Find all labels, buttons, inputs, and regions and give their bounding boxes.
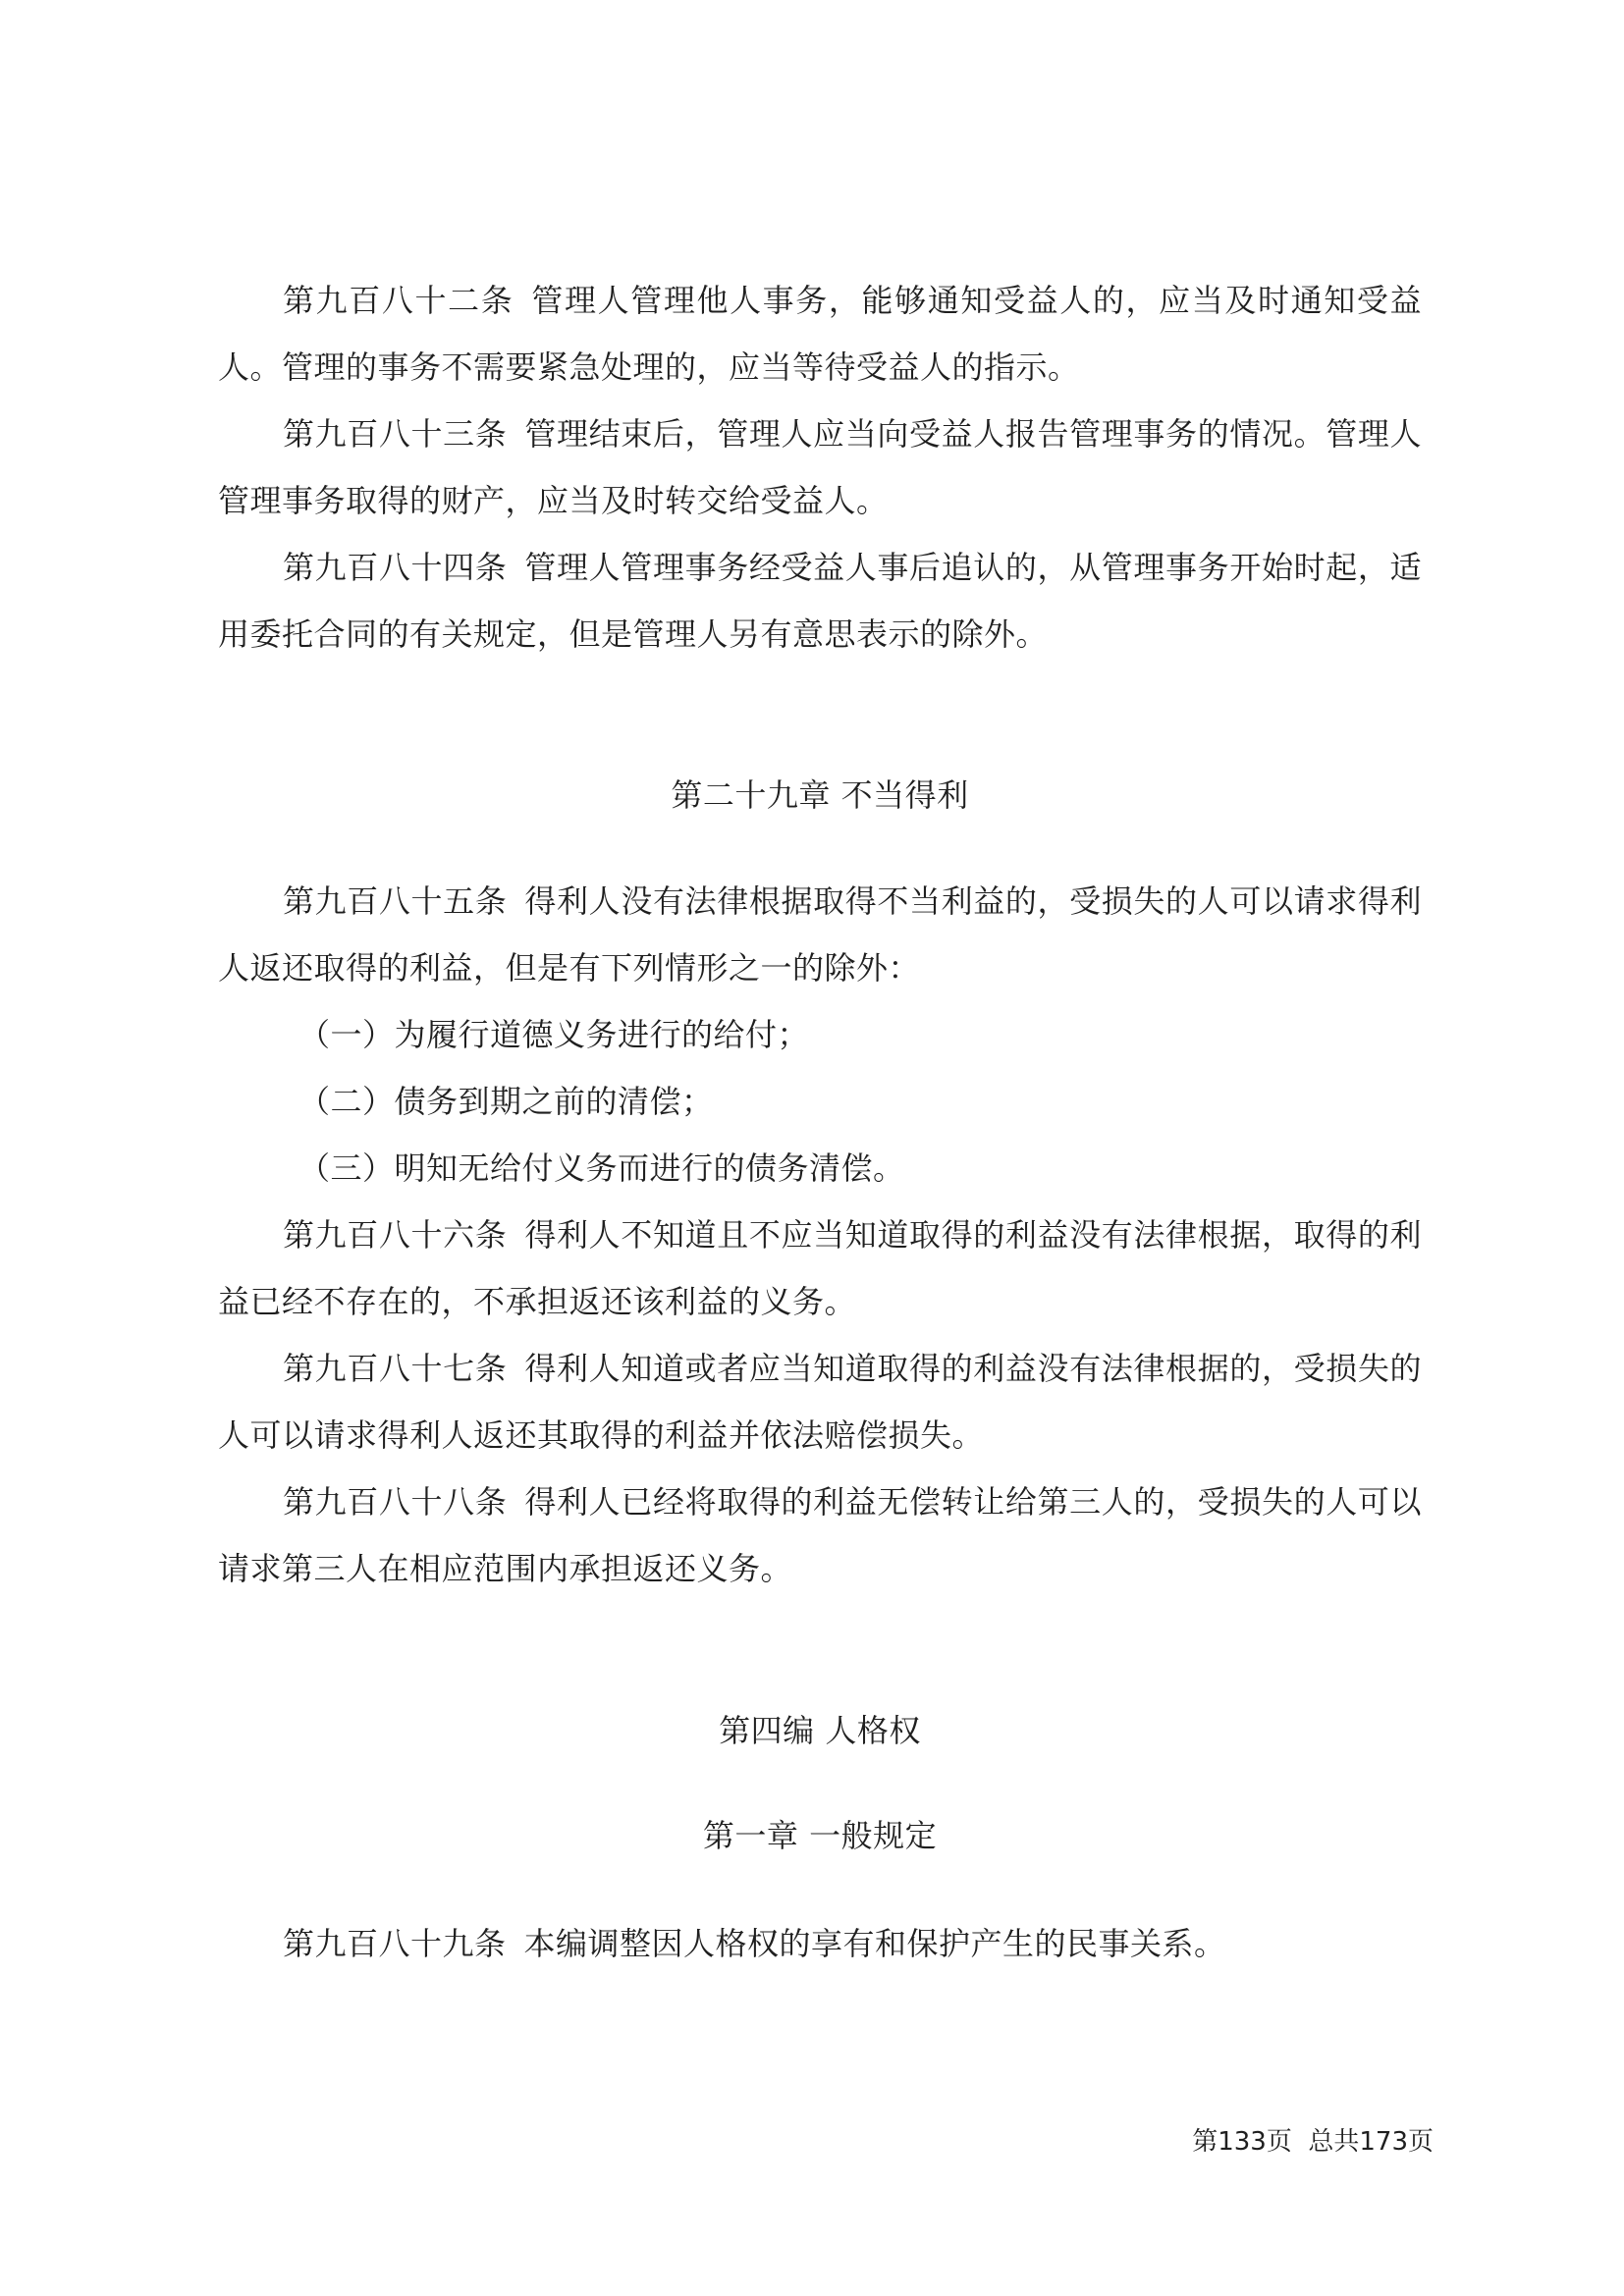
articles-982-984 xyxy=(218,267,1422,667)
article-text: 管理人管理他人事务，能够通知受益人的，应当及时通知受益人。管理的事务不需要紧急处理的，应当等待受益人的指示。 xyxy=(218,282,1422,386)
article-989-block xyxy=(218,1910,1422,1977)
chapter-heading: 第一章 一般规定 xyxy=(702,1817,938,1854)
article-number: 第九百八十七条 xyxy=(283,1350,508,1387)
article-number: 第九百八十九条 xyxy=(283,1925,507,1962)
article-text: 得利人没有法律根据取得不当利益的，受损失的人可以请求得利人返还取得的利益，但是有下列情形之一的除外： xyxy=(218,882,1422,987)
article-text: 得利人不知道且不应当知道取得的利益没有法律根据，取得的利益已经不存在的，不承担返还该利益的义务。 xyxy=(218,1216,1422,1320)
article-number: 第九百八十二条 xyxy=(283,282,514,319)
article-983 xyxy=(218,400,1422,534)
article-986 xyxy=(218,1201,1422,1335)
article-text: 本编调整因人格权的享有和保护产生的民事关系。 xyxy=(523,1925,1226,1962)
article-989 xyxy=(218,1910,1422,1977)
list-item: （二）债务到期之前的清偿； xyxy=(298,1083,714,1120)
part-heading: 第四编 人格权 xyxy=(719,1712,921,1749)
page-number: 第133页 总共173页 xyxy=(1192,2127,1434,2157)
list-item: （三）明知无给付义务而进行的债务清偿。 xyxy=(298,1149,905,1187)
article-text: 管理结束后，管理人应当向受益人报告管理事务的情况。管理人管理事务取得的财产，应当及时转交给受益人。 xyxy=(218,415,1422,519)
chapter-heading: 第二十九章 不当得利 xyxy=(671,776,969,814)
list-item: （一）为履行道德义务进行的给付； xyxy=(298,1016,810,1053)
article-text: 得利人知道或者应当知道取得的利益没有法律根据的，受损失的人可以请求得利人返还其取得的利益并依法赔偿损失。 xyxy=(218,1350,1422,1454)
article-number: 第九百八十五条 xyxy=(283,882,508,920)
article-984 xyxy=(218,534,1422,667)
article-987 xyxy=(218,1335,1422,1468)
article-982 xyxy=(218,267,1422,400)
article-text: 得利人已经将取得的利益无偿转让给第三人的，受损失的人可以请求第三人在相应范围内承担返还义务。 xyxy=(218,1483,1422,1587)
article-985 xyxy=(218,868,1422,1001)
article-988 xyxy=(218,1468,1422,1602)
article-text: 管理人管理事务经受益人事后追认的，从管理事务开始时起，适用委托合同的有关规定，但是管理人另有意思表示的除外。 xyxy=(218,549,1422,653)
article-number: 第九百八十六条 xyxy=(283,1216,508,1254)
article-number: 第九百八十四条 xyxy=(283,549,508,586)
article-number: 第九百八十八条 xyxy=(283,1483,508,1521)
article-number: 第九百八十三条 xyxy=(283,415,508,453)
articles-985-988 xyxy=(218,868,1422,1602)
